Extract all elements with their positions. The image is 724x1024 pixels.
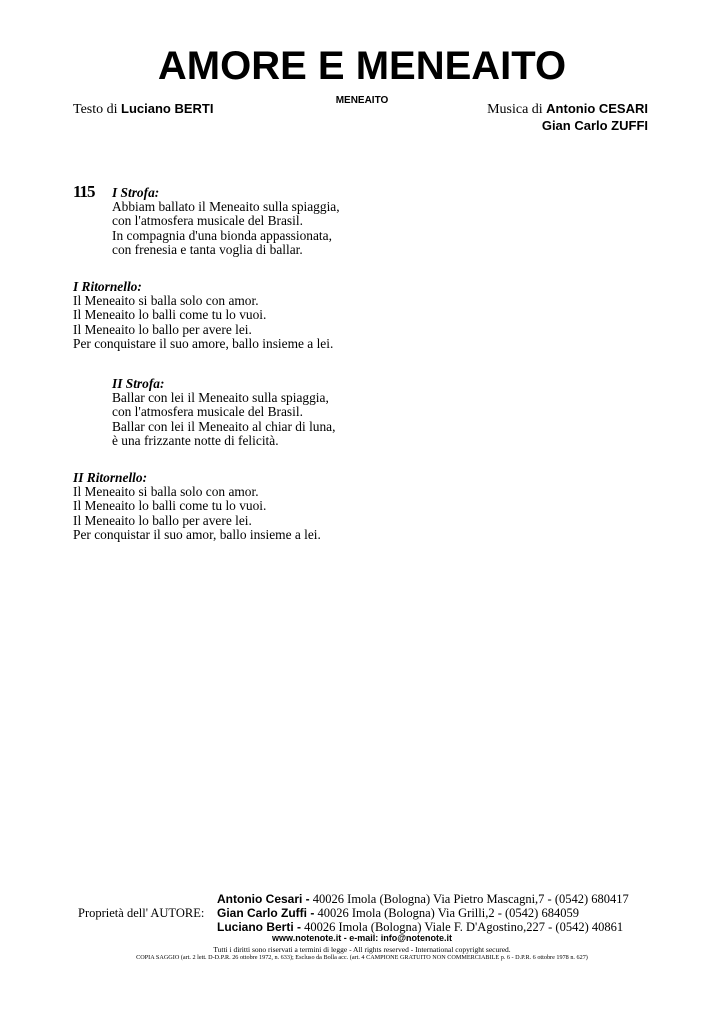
verse-1-line-3: In compagnia d'una bionda appassionata, (112, 227, 332, 243)
verse-2-heading: II Strofa: (112, 376, 165, 391)
verse-2-line-1: Ballar con lei il Meneaito sulla spiaggia, (112, 390, 329, 406)
author-address-text-1: 40026 Imola (Bologna) Via Pietro Mascagni,7 - (0542) 680417 (312, 892, 629, 906)
rights-notice: Tutti i diritti sono riservati a termini di legge - All rights reserved - International copyright secured. (213, 945, 511, 954)
composer-name-2: Gian Carlo ZUFFI (541, 118, 648, 133)
chorus-1-heading: I Ritornello: (73, 279, 142, 294)
author-address-2 (217, 906, 579, 920)
author-name-1: Antonio Cesari - (217, 892, 310, 906)
chorus-2-line-3: Il Meneaito lo ballo per avere lei. (73, 512, 252, 528)
chorus-2-line-4: Per conquistar il suo amor, ballo insieme a lei. (73, 526, 321, 542)
verse-2-line-2: con l'atmosfera musicale del Brasil. (112, 404, 303, 420)
author-address-1 (217, 892, 629, 906)
verse-1-heading: I Strofa: (112, 185, 160, 200)
verse-1-line-4: con frenesia e tanta voglia di ballar. (112, 241, 303, 257)
chorus-2-line-2: Il Meneaito lo balli come tu lo vuoi. (73, 498, 267, 514)
website-email: www.notenote.it - e-mail: info@notenote.it (272, 933, 452, 943)
lyricist-credit (73, 101, 213, 118)
chorus-1-line-3: Il Meneaito lo ballo per avere lei. (73, 321, 252, 337)
copia-saggio-notice: COPIA SAGGIO (art. 2 lett. D-D.P.R. 26 ottobre 1972, n. 633); Escluso da Bolla acc. (art. 4 CAMPIONE GRATUITO NON COMMERCIABILE p. 6 - D.P.R. 6 ottobre 1978 n. 627) (136, 954, 588, 961)
verse-1 (112, 186, 340, 257)
verse-1-line-1: Abbiam ballato il Meneaito sulla spiaggia, (112, 199, 340, 215)
author-address-text-2: 40026 Imola (Bologna) Via Grilli,2 - (0542) 684059 (317, 906, 579, 920)
chorus-1-line-4: Per conquistare il suo amore, ballo insieme a lei. (73, 335, 334, 351)
verse-2 (112, 377, 335, 448)
author-address-3 (217, 920, 623, 934)
chorus-1 (73, 280, 333, 351)
property-label: Proprietà dell' AUTORE: (78, 906, 205, 920)
verse-2-line-3: Ballar con lei il Meneaito al chiar di luna, (112, 418, 336, 434)
author-address-text-3: 40026 Imola (Bologna) Viale F. D'Agostino,227 - (0542) 40861 (304, 920, 624, 934)
chorus-2 (73, 471, 321, 542)
song-subtitle: MENEAITO (335, 95, 389, 106)
lyrics-label: Testo di (73, 102, 118, 117)
author-name-3: Luciano Berti - (217, 920, 302, 934)
author-name-2: Gian Carlo Zuffi - (217, 906, 315, 920)
composer-name-1: Antonio CESARI (546, 101, 648, 116)
chorus-1-line-2: Il Meneaito lo balli come tu lo vuoi. (73, 307, 267, 323)
song-number: 115 (73, 182, 95, 201)
chorus-1-line-1: Il Meneaito si balla solo con amor. (73, 293, 259, 309)
music-label: Musica di (487, 102, 543, 117)
chorus-2-line-1: Il Meneaito si balla solo con amor. (73, 484, 259, 500)
song-title: AMORE E MENEAITO (157, 44, 567, 88)
verse-1-line-2: con l'atmosfera musicale del Brasil. (112, 213, 303, 229)
chorus-2-heading: II Ritornello: (73, 470, 148, 485)
verse-2-line-4: è una frizzante notte di felicità. (112, 432, 279, 448)
composer-credit (487, 101, 648, 135)
lyricist-name: Luciano BERTI (121, 101, 214, 116)
